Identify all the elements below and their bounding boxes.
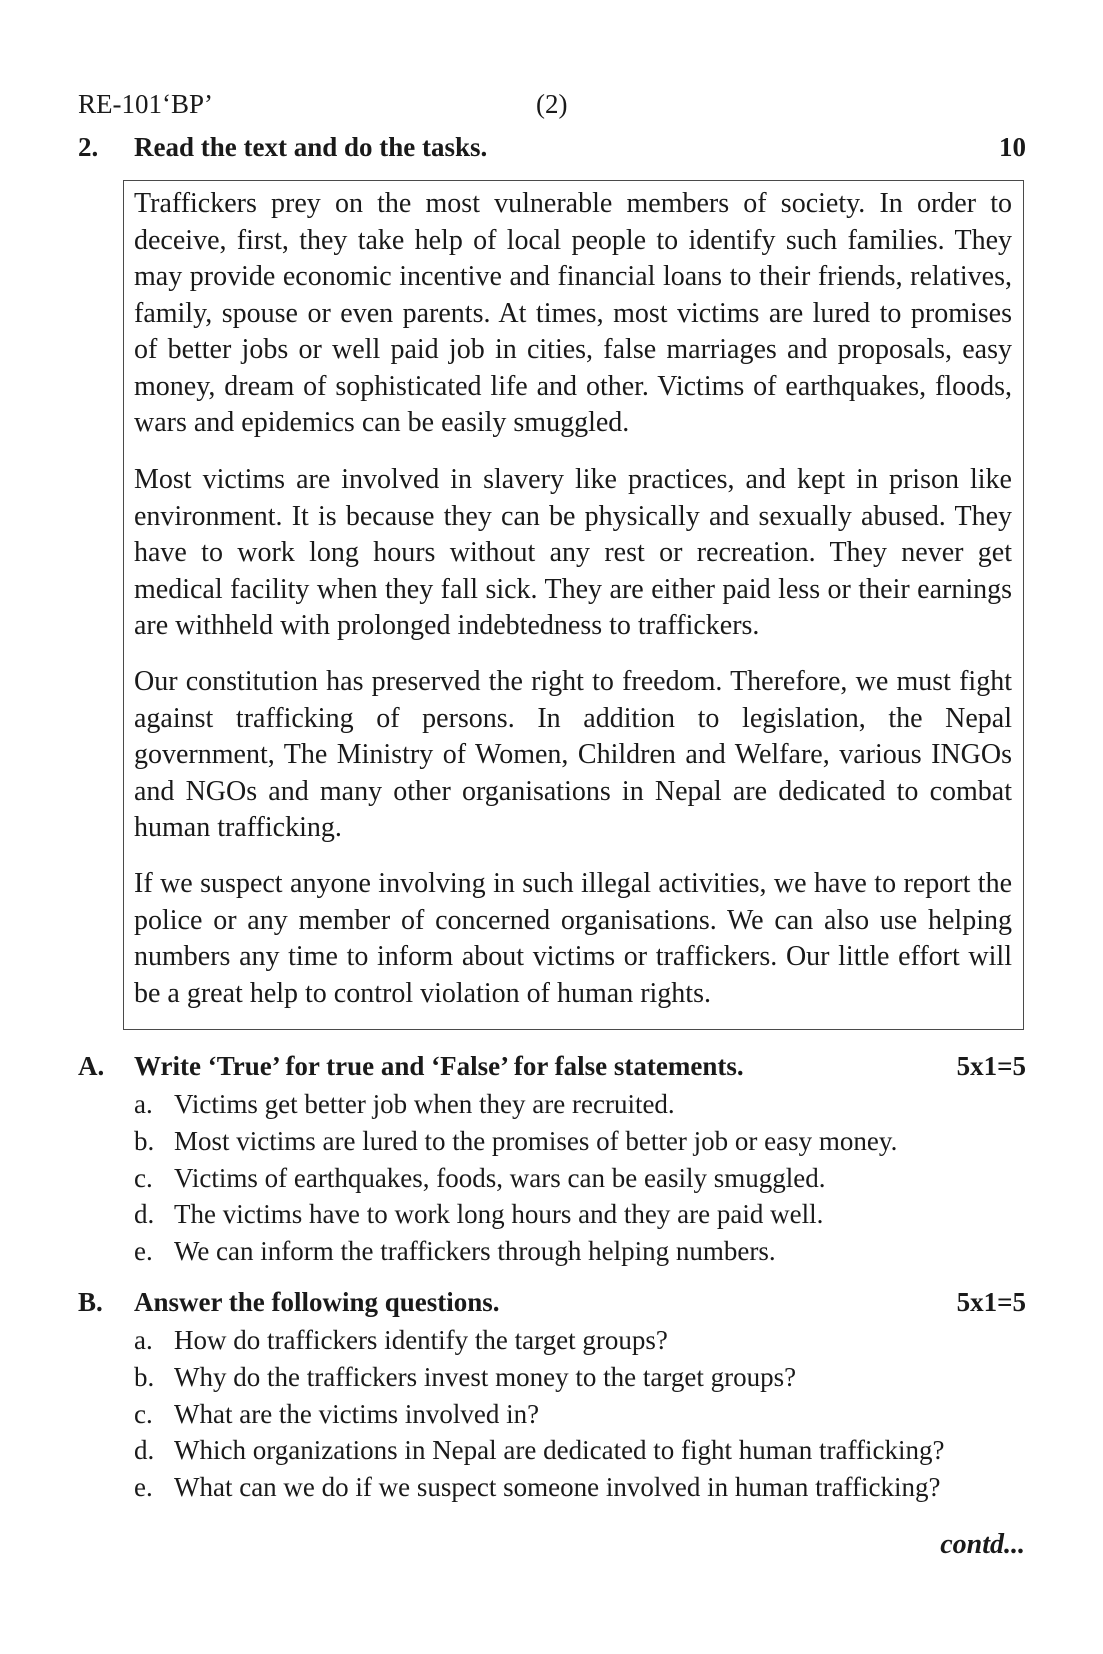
item-text: What are the victims involved in? — [174, 1398, 540, 1429]
passage-paragraph: If we suspect anyone involving in such illegal activities, we have to report the police or any member of concerned organisations. We can also use helping numbers any time to inform about victims or traffickers. Our little effort will be a great help to control violation of human rights. — [134, 868, 1012, 1009]
section-instruction: Answer the following questions. — [134, 1287, 500, 1317]
passage-paragraph: Most victims are involved in slavery like practices, and kept in prison like environment. It is because they can be physically and sexually abused. They have to work long hours without any rest or recreation. They never get medical facility when they fall sick. They are either paid less or their earnings are withheld with prolonged indebtedness to traffickers. — [134, 464, 1012, 641]
item-letter: e. — [134, 1472, 153, 1503]
item-text: How do traffickers identify the target groups? — [174, 1325, 668, 1355]
page-number: (2) — [536, 89, 568, 119]
list-item — [134, 1233, 1034, 1270]
section-marks: 5x1=5 — [956, 1287, 1026, 1317]
item-text: Victims get better job when they are recruited. — [174, 1089, 675, 1119]
item-letter: c. — [134, 1162, 153, 1193]
paper-code: RE-101‘BP’ — [78, 89, 213, 119]
list-item — [134, 1160, 1034, 1197]
question-marks: 10 — [999, 132, 1026, 162]
item-text: What can we do if we suspect someone involved in human trafficking? — [174, 1472, 941, 1503]
section-instruction: Write ‘True’ for true and ‘False’ for false statements. — [134, 1051, 744, 1081]
list-item — [134, 1123, 1034, 1160]
section-label: B. — [78, 1287, 103, 1317]
item-text: The victims have to work long hours and they are paid well. — [174, 1199, 824, 1230]
true-false-list — [134, 1086, 1034, 1270]
short-answer-list — [134, 1322, 1034, 1506]
item-text: Most victims are lured to the promises of better job or easy money. — [174, 1125, 898, 1156]
item-letter: b. — [134, 1125, 155, 1156]
item-text: Why do the traffickers invest money to the target groups? — [174, 1361, 797, 1392]
item-letter: e. — [134, 1236, 153, 1267]
item-letter: a. — [134, 1325, 153, 1355]
item-letter: d. — [134, 1435, 155, 1466]
question-instruction: Read the text and do the tasks. — [134, 132, 488, 162]
item-letter: d. — [134, 1199, 155, 1230]
list-item — [134, 1469, 1034, 1506]
list-item — [134, 1359, 1034, 1396]
list-item — [134, 1396, 1034, 1433]
item-text: Which organizations in Nepal are dedicated to fight human trafficking? — [174, 1435, 945, 1466]
passage-paragraph: Our constitution has preserved the right to freedom. Therefore, we must fight against trafficking of persons. In addition to legislation, the Nepal government, The Ministry of Women, Children and Welfare, various INGOs and NGOs and many other organisations in Nepal are dedicated to combat human trafficking. — [134, 666, 1012, 843]
list-item — [134, 1322, 1034, 1359]
passage-paragraph: Traffickers prey on the most vulnerable members of society. In order to deceive, first, they take help of local people to identify such families. They may provide economic incentive and financial loans to their friends, relatives, family, spouse or even parents. At times, most victims are lured to promises of better jobs or well paid job in cities, false marriages and proposals, easy money, dream of sophisticated life and other. Victims of earthquakes, floods, wars and epidemics can be easily smuggled. — [134, 188, 1012, 438]
item-letter: b. — [134, 1361, 155, 1392]
section-label: A. — [78, 1051, 105, 1081]
list-item — [134, 1086, 1034, 1123]
item-letter: a. — [134, 1089, 153, 1119]
item-letter: c. — [134, 1398, 153, 1429]
item-text: We can inform the traffickers through helping numbers. — [174, 1236, 776, 1267]
section-marks: 5x1=5 — [956, 1051, 1026, 1081]
list-item — [134, 1196, 1034, 1233]
item-text: Victims of earthquakes, foods, wars can be easily smuggled. — [174, 1162, 826, 1193]
list-item — [134, 1432, 1034, 1469]
question-number: 2. — [78, 132, 99, 162]
continued-marker: contd... — [940, 1529, 1025, 1560]
